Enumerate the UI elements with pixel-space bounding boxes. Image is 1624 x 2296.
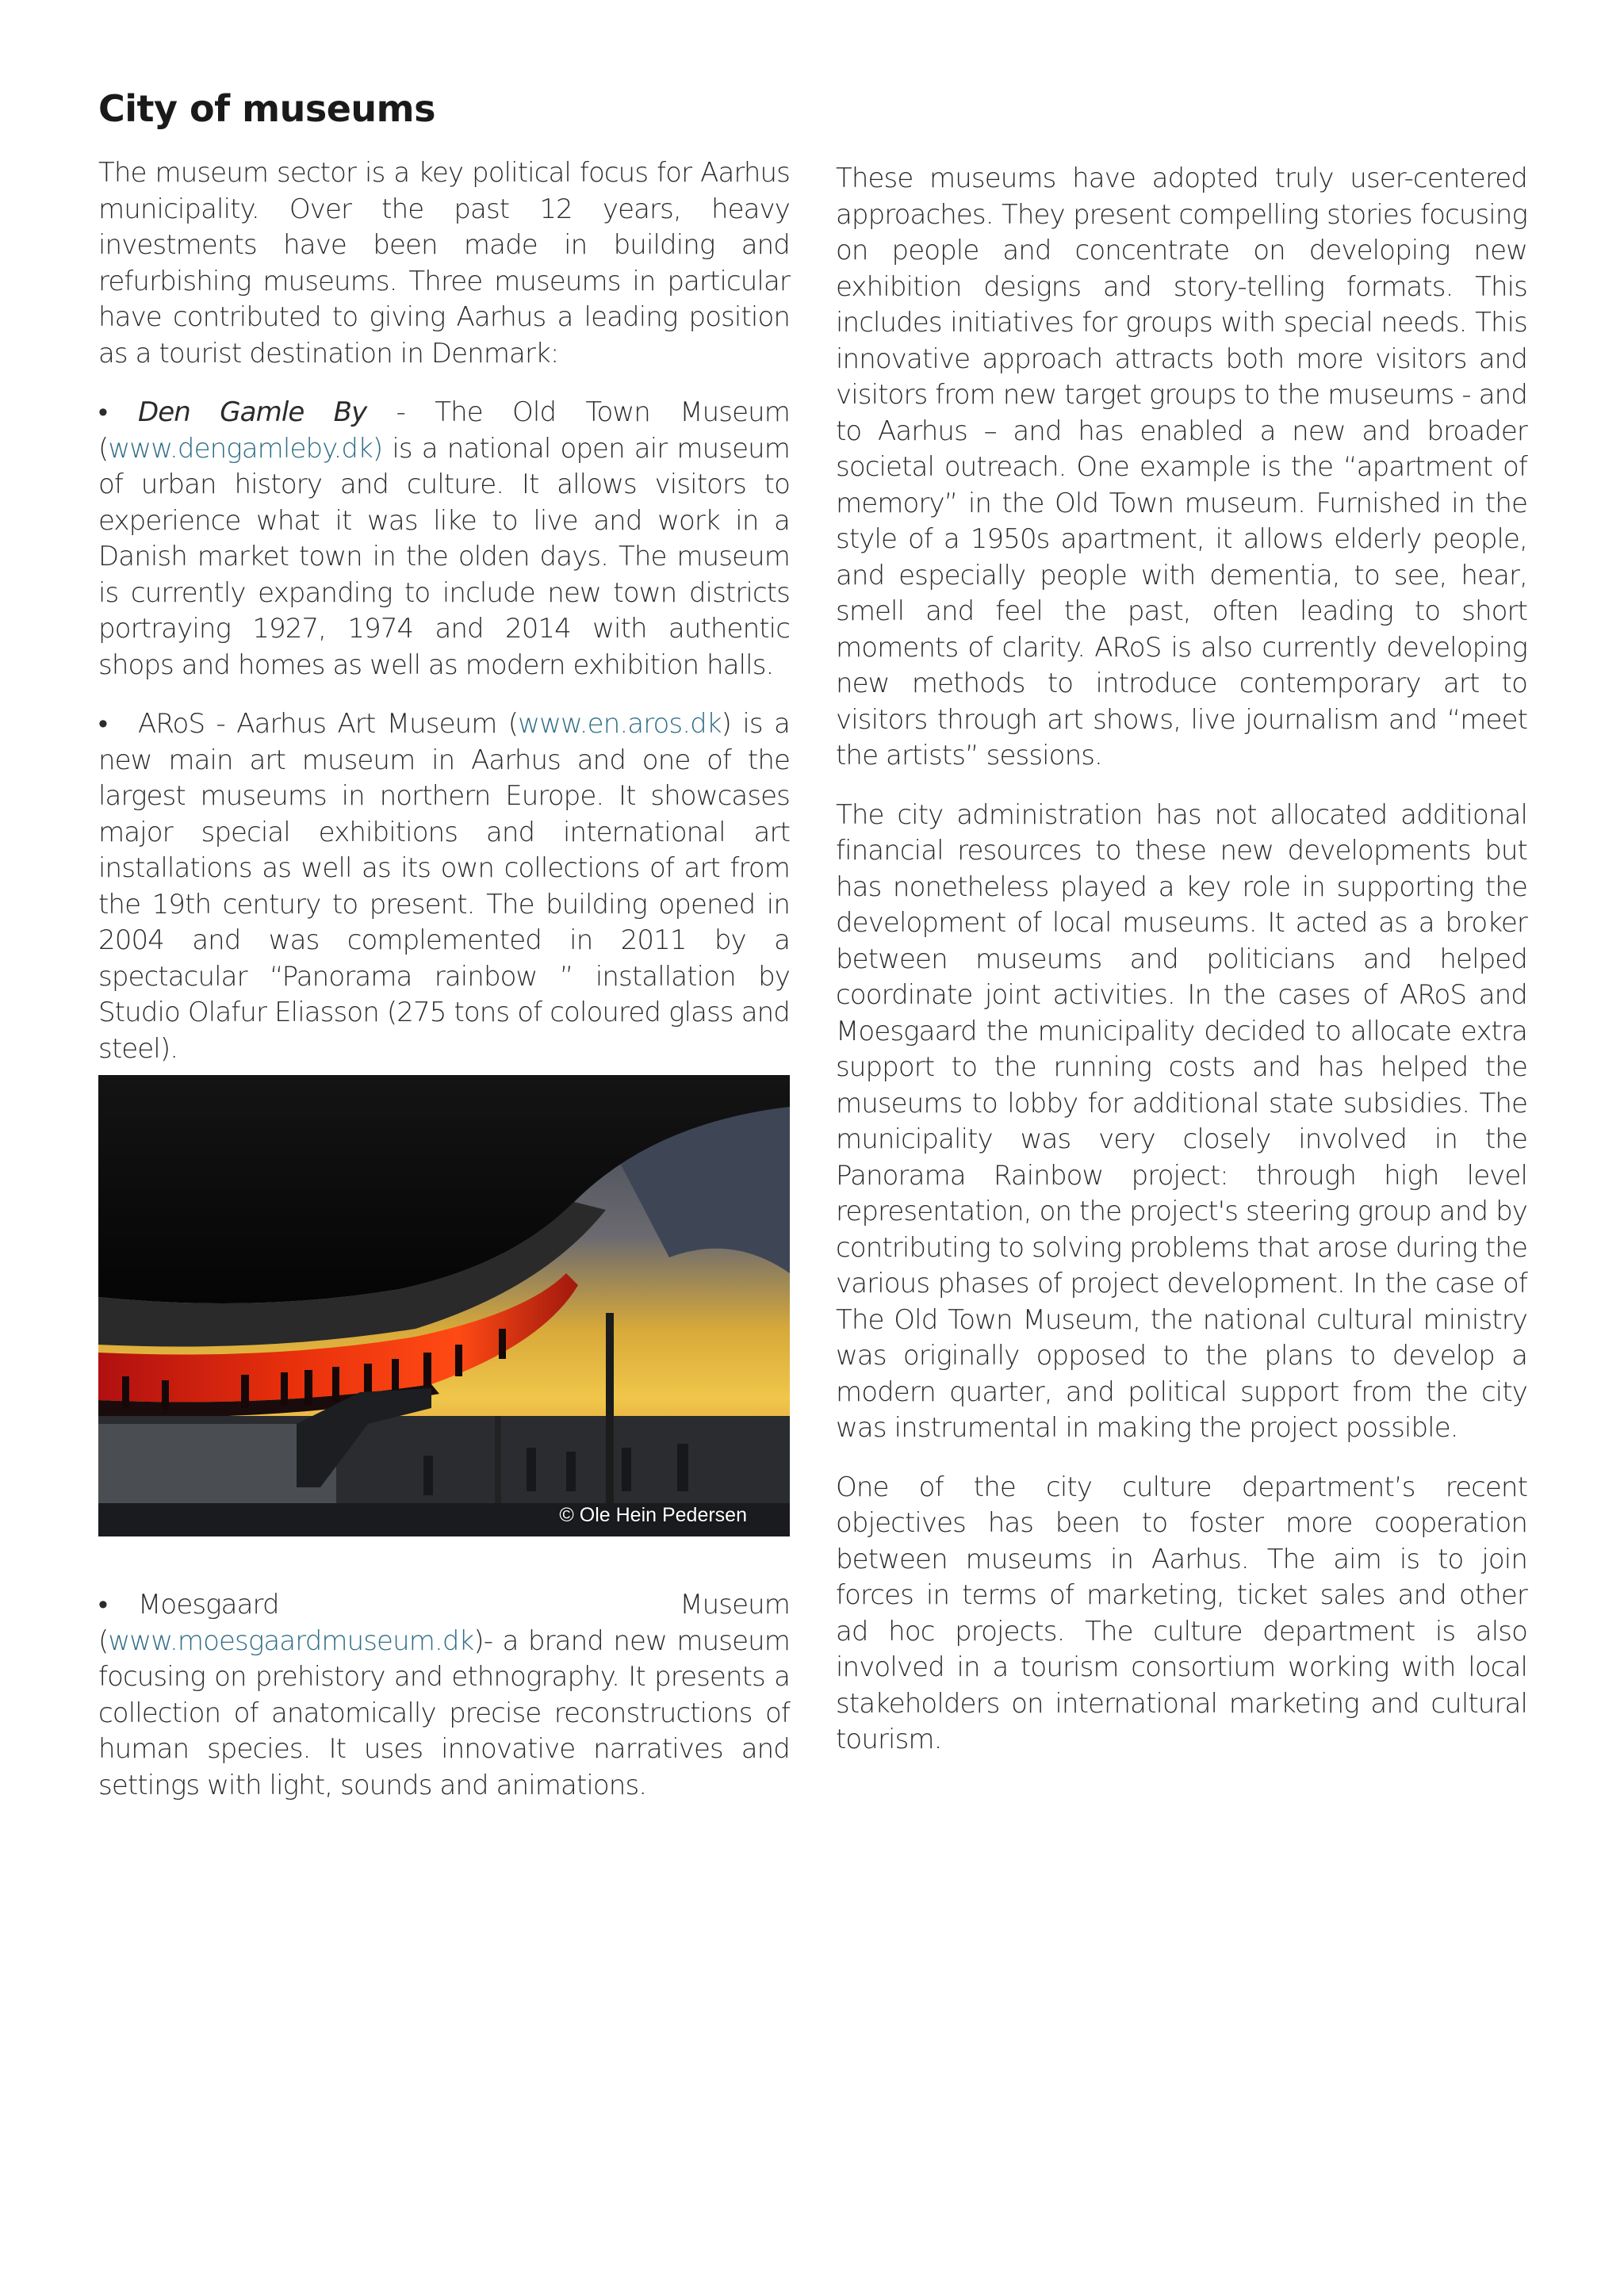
- list-item-text: is a national open air museum of urban history and culture. It allows visitors to experience what it was like to live and work in a Danish market town in the olden days. The museum is currently expanding to include new town districts portraying 1927, 1974 and 2014 with authentic shops and homes as well as modern exhibition halls.: [98, 432, 790, 681]
- paragraph-user-centered: These museums have adopted truly user-centered approaches. They present compelling stories focusing on people and concentrate on developing new exhibition designs and story-telling formats. This includes initiatives for groups with special needs. This innovative approach attracts both more visitors and visitors from new target groups to the museums - and to Aarhus – and has enabled a new and broader societal outreach. One example is the “apartment of memory” in the Old Town museum. Furnished in the style of a 1950s apartment, it allows elderly people, and especially people with dementia, to see, hear, smell and feel the past, often leading to short moments of clarity. ARoS is also currently developing new methods to introduce contemporary art to visitors through art shows, live journalism and “meet the artists” sessions.: [836, 163, 1527, 771]
- list-item-text: ) is a new main art museum in Aarhus and one of the largest museums in northern Europe. It showcases major special exhibitions and international art installations as well as its own collections of art from the 19th century to present. The building opened in 2004 and was complemented in 2011 by a spectacular “Panorama rainbow ” installation by Studio Olafur Eliasson (275 tons of coloured glass and steel).: [98, 708, 790, 1065]
- museum-name: Den Gamle By: [138, 396, 367, 428]
- photo-credit: © Ole Hein Pedersen: [559, 1504, 747, 1526]
- link-moesgaard[interactable]: www.moesgaardmuseum.dk: [108, 1624, 474, 1657]
- page-title: City of museums: [98, 87, 435, 130]
- list-item-text: )- a brand new museum focusing on prehistory and ethnography. It presents a collection of anatomically precise reconstructions of human species. It uses innovative narratives and settings with light, sounds and animations.: [98, 1624, 790, 1801]
- list-item-aros: [98, 706, 790, 1067]
- link-aros[interactable]: www.en.aros.dk: [518, 708, 722, 740]
- list-item-text: - The Old Town Museum (: [98, 396, 790, 465]
- list-item-text: Moesgaard Museum (: [98, 1589, 790, 1657]
- left-column: [98, 155, 790, 1090]
- bullet-marker: •: [98, 1589, 108, 1621]
- bullet-marker: •: [98, 396, 108, 428]
- paragraph-city-administration: The city administration has not allocated additional financial resources to these new developments but has nonetheless played a key role in supporting the development of local museums. It acted as a broker between museums and politicians and helped coordinate joint activities. In the cases of ARoS and Moesgaard the municipality decided to allocate extra support to the running costs and has helped the museums to lobby for additional state subsidies. The municipality was very closely involved in the Panorama Rainbow project: through high level representation, on the project's steering group and by contributing to solving problems that arose during the various phases of project development. In the case of The Old Town Museum, the national cultural ministry was originally opposed to the plans to develop a modern quarter, and political support from the city was instrumental in making the project possible.: [836, 798, 1527, 1444]
- list-item-den-gamle-by: [98, 395, 790, 683]
- right-column: [836, 161, 1527, 1781]
- bullet-marker: •: [98, 708, 108, 740]
- left-column-continued: [98, 1587, 790, 1827]
- photo-illustration: [98, 1075, 790, 1536]
- list-item-moesgaard: [98, 1587, 790, 1804]
- link-dengamleby[interactable]: www.dengamleby.dk): [108, 432, 383, 465]
- aros-rainbow-photo: [98, 1075, 790, 1536]
- paragraph-cooperation: One of the city culture department’s recent objectives has been to foster more cooperation between museums in Aarhus. The aim is to join forces in terms of marketing, ticket sales and other ad hoc projects. The culture department is also involved in a tourism consortium working with local stakeholders on international marketing and cultural tourism.: [836, 1471, 1527, 1755]
- intro-paragraph: The museum sector is a key political focus for Aarhus municipality. Over the past 12 years, heavy investments have been made in building and refurbishing museums. Three museums in particular have contributed to giving Aarhus a leading position as a tourist destination in Denmark:: [98, 157, 790, 369]
- list-item-text: ARoS - Aarhus Art Museum (: [138, 708, 519, 740]
